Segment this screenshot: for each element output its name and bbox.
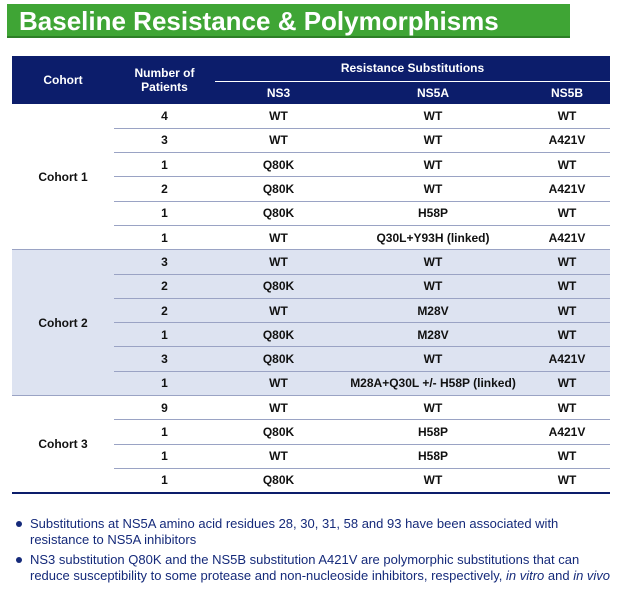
cell-ns5b: WT [524,444,610,468]
cell-ns5b: WT [524,153,610,177]
bullet-icon [16,557,22,563]
cell-ns3: WT [215,371,342,395]
cell-ns5a: M28V [342,323,524,347]
resistance-table [12,56,610,494]
cell-ns3: Q80K [215,274,342,298]
cell-patients: 1 [114,371,215,395]
cohort-group [12,104,610,250]
cell-patients: 1 [114,420,215,444]
cell-patients: 1 [114,225,215,249]
cell-ns5b: WT [524,201,610,225]
note-connector: and [544,568,574,583]
cohort-label: Cohort 1 [12,104,114,250]
cohort-label: Cohort 3 [12,396,114,493]
cell-ns3: WT [215,225,342,249]
cell-patients: 3 [114,250,215,274]
cell-ns5b: WT [524,298,610,322]
header-resistance-group: Resistance Substitutions [215,56,610,81]
cell-ns5b: WT [524,396,610,420]
cell-patients: 1 [114,153,215,177]
cell-ns3: Q80K [215,468,342,492]
cell-ns3: Q80K [215,177,342,201]
header-ns5b: NS5B [524,81,610,104]
cell-ns5a: H58P [342,444,524,468]
cell-ns5b: WT [524,468,610,492]
table-row [12,104,610,128]
cell-ns3: WT [215,396,342,420]
cell-ns5b: A421V [524,128,610,152]
bullet-icon [16,521,22,527]
cell-patients: 2 [114,298,215,322]
cell-ns5a: WT [342,177,524,201]
cell-ns3: Q80K [215,420,342,444]
cell-ns5b: WT [524,104,610,128]
cell-ns3: Q80K [215,323,342,347]
cell-ns5b: WT [524,323,610,347]
note-italic-in-vivo: in vivo [573,568,611,583]
note-item [14,516,614,548]
note-item [14,552,614,584]
cell-ns5a: WT [342,153,524,177]
cell-ns5b: A421V [524,347,610,371]
cohort-label: Cohort 2 [12,250,114,396]
cell-ns5a: H58P [342,201,524,225]
cell-ns3: Q80K [215,347,342,371]
cell-ns3: Q80K [215,153,342,177]
cell-ns5b: WT [524,371,610,395]
cell-patients: 1 [114,444,215,468]
cell-ns5b: WT [524,250,610,274]
cell-patients: 2 [114,274,215,298]
cell-patients: 4 [114,104,215,128]
cohort-group [12,250,610,396]
header-cohort: Cohort [12,56,114,104]
cell-ns5a: WT [342,250,524,274]
cell-ns5a: WT [342,104,524,128]
header-patients: Number of Patients [114,56,215,104]
cell-ns5a: M28A+Q30L +/- H58P (linked) [342,371,524,395]
cell-ns5a: Q30L+Y93H (linked) [342,225,524,249]
table-row [12,396,610,420]
note-italic-in-vitro: in vitro [505,568,545,583]
title-banner [7,4,570,38]
note-text: Substitutions at NS5A amino acid residues 28, 30, 31, 58 and 93 have been associated with resistance to NS5A inhibitors [30,516,559,547]
cell-ns3: WT [215,104,342,128]
cell-ns5a: M28V [342,298,524,322]
cell-ns3: WT [215,128,342,152]
cell-ns3: WT [215,444,342,468]
cell-ns5a: WT [342,468,524,492]
table-row [12,250,610,274]
cell-ns3: Q80K [215,201,342,225]
cell-patients: 2 [114,177,215,201]
cell-ns3: WT [215,298,342,322]
cell-ns5b: A421V [524,177,610,201]
footnotes [14,516,614,588]
cell-patients: 3 [114,347,215,371]
cell-ns5a: WT [342,274,524,298]
cell-patients: 9 [114,396,215,420]
cell-ns5b: A421V [524,225,610,249]
cell-ns5b: A421V [524,420,610,444]
header-ns3: NS3 [215,81,342,104]
cell-patients: 1 [114,323,215,347]
cohort-group [12,396,610,493]
cell-ns5a: WT [342,396,524,420]
page-title: Baseline Resistance & Polymorphisms [19,6,499,36]
cell-ns3: WT [215,250,342,274]
cell-ns5b: WT [524,274,610,298]
cell-ns5a: H58P [342,420,524,444]
note-text: NS3 substitution Q80K and the NS5B substitution A421V are polymorphic substitutions that can reduce susceptibility to some protease and non-nucleoside inhibitors, respectively, [30,552,580,583]
cell-patients: 3 [114,128,215,152]
cell-patients: 1 [114,468,215,492]
cell-ns5a: WT [342,347,524,371]
cell-ns5a: WT [342,128,524,152]
cell-patients: 1 [114,201,215,225]
table-header [12,56,610,104]
header-ns5a: NS5A [342,81,524,104]
